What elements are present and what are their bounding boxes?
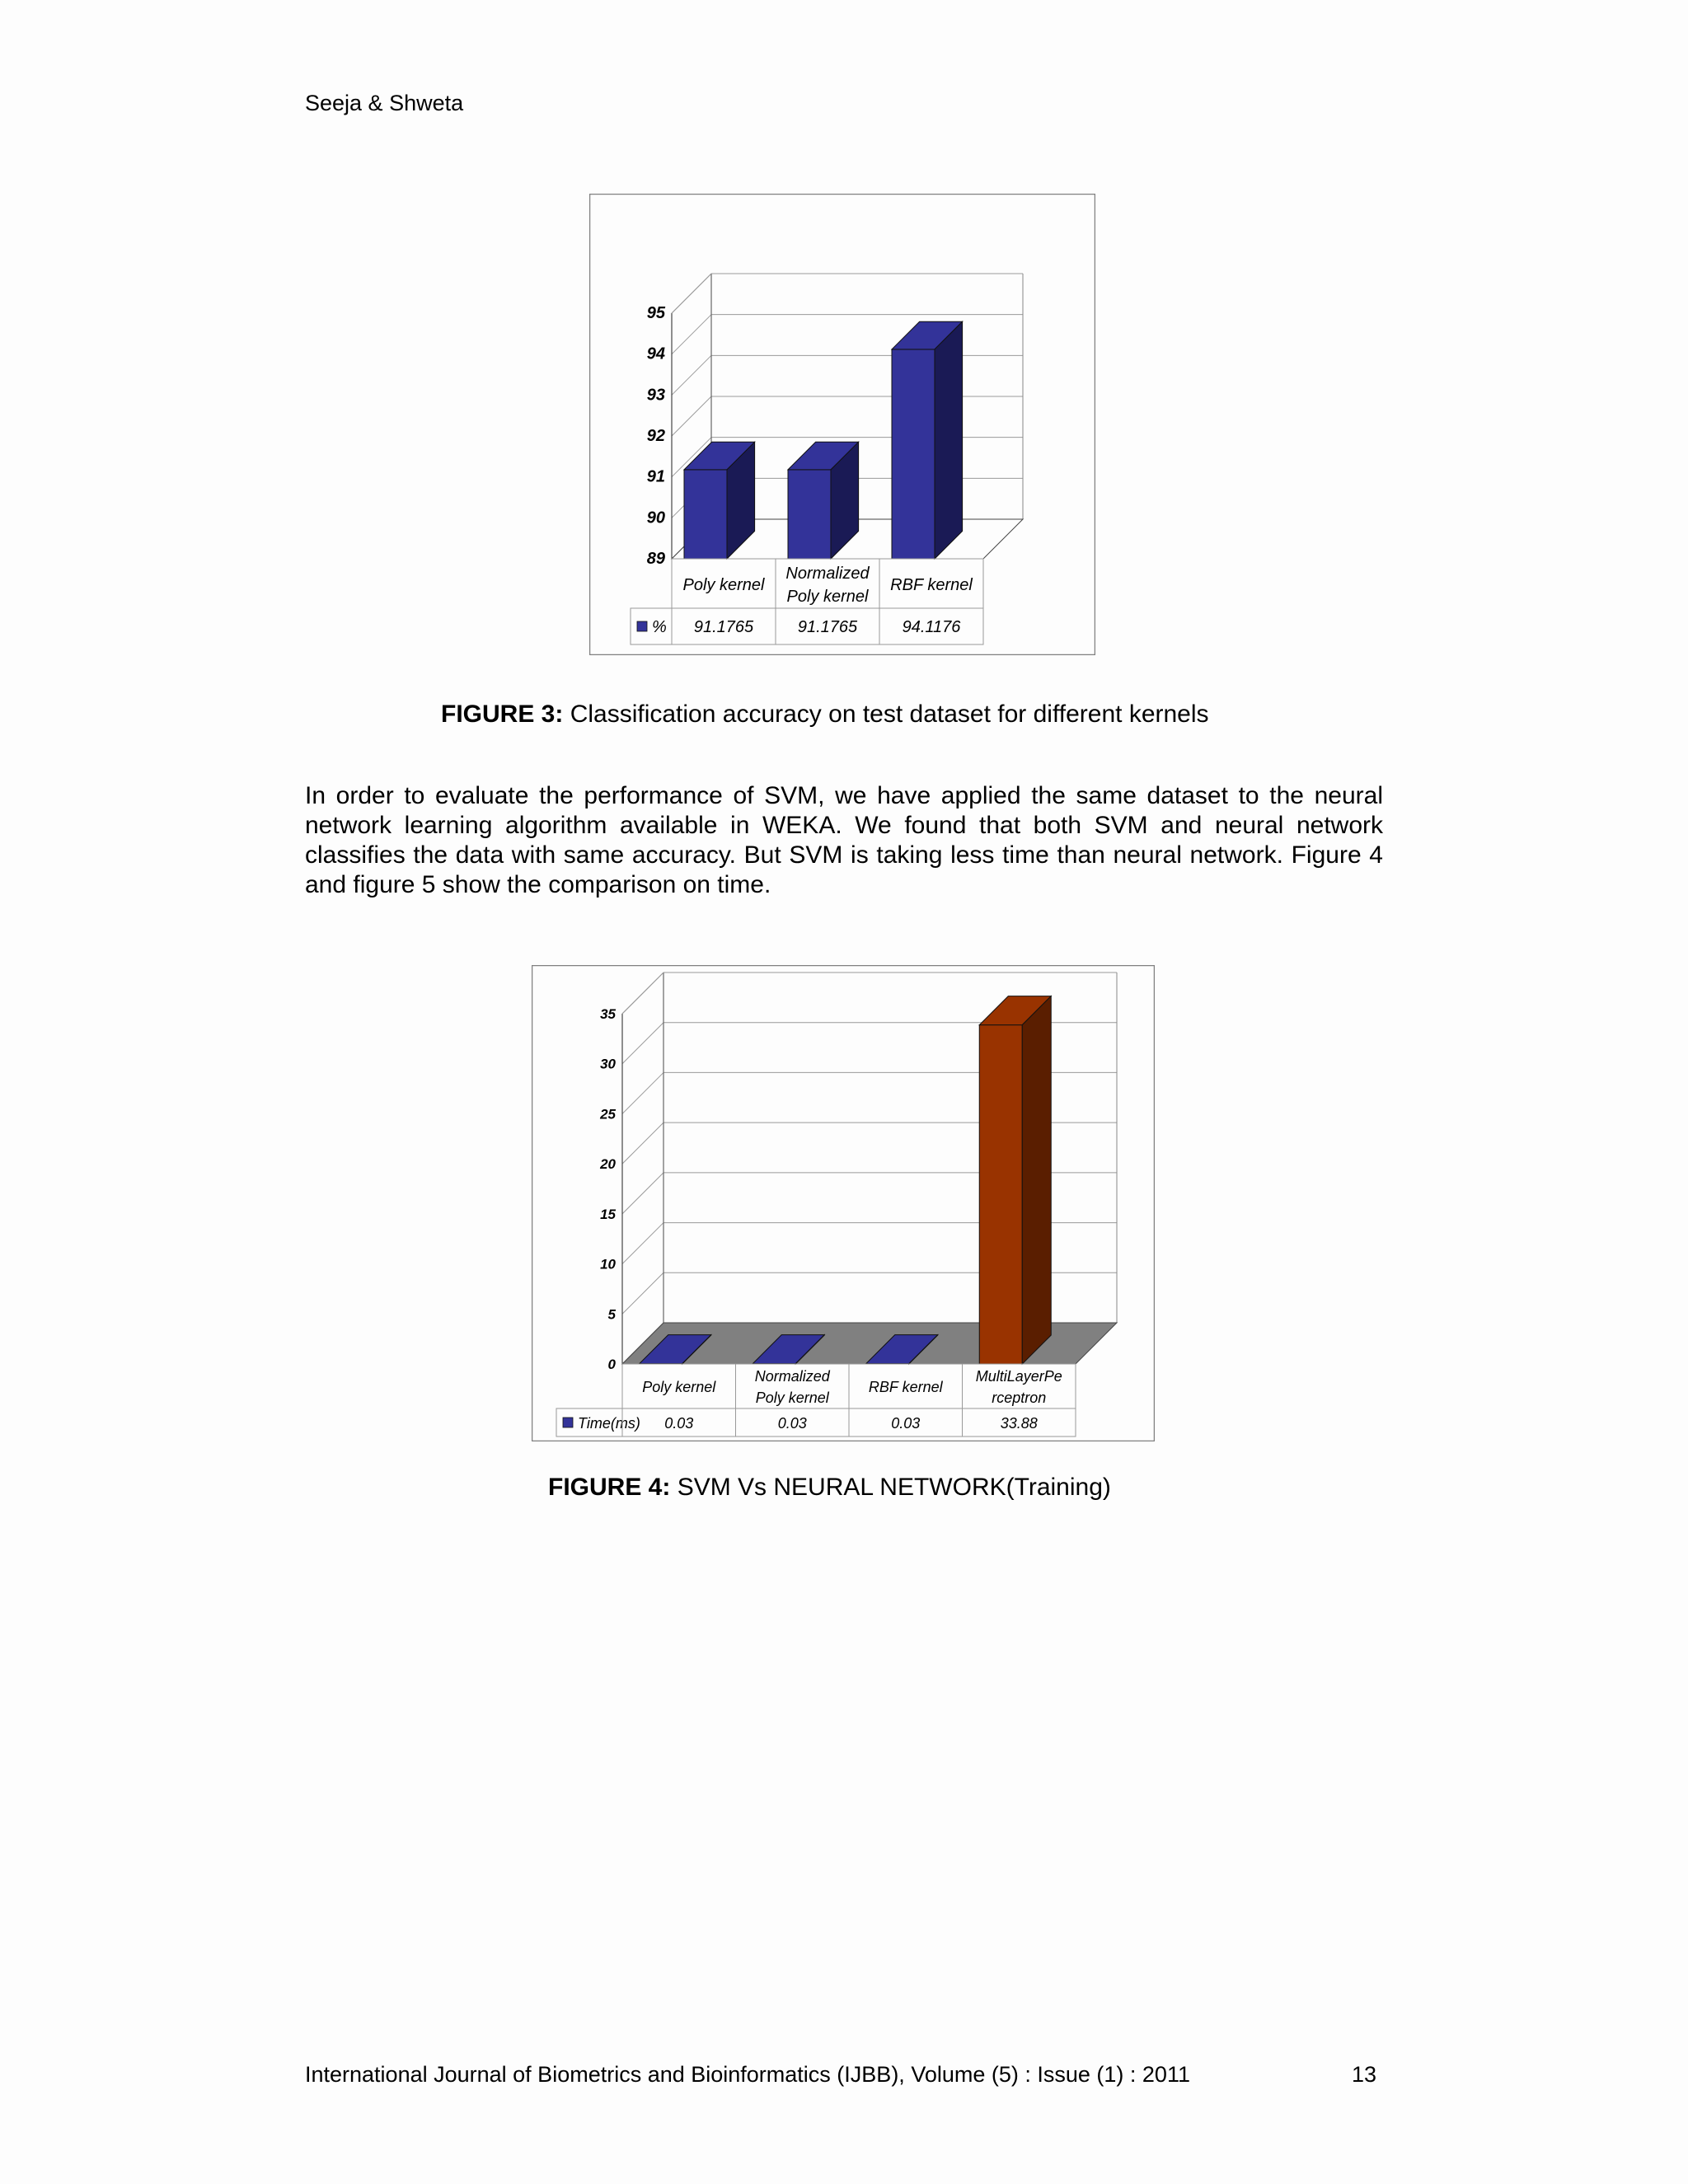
x-category-label-1: Normalized — [785, 565, 870, 583]
y-tick-label-1: 5 — [607, 1306, 616, 1323]
y-axis-top — [622, 972, 663, 1014]
y-tick-label-4: 20 — [600, 1156, 616, 1173]
figure-4-caption-text: SVM Vs NEURAL NETWORK(Training) — [670, 1474, 1111, 1501]
bar-3 — [979, 1025, 1022, 1364]
x-category-label-1: Normalized — [754, 1368, 830, 1385]
figure-3 — [589, 194, 1095, 655]
data-label-2: 94.1176 — [902, 618, 961, 636]
gridline-side — [672, 396, 711, 436]
gridline-side — [622, 1023, 663, 1064]
figure-3-caption-label: FIGURE 3: — [441, 701, 564, 728]
legend-swatch — [563, 1418, 573, 1427]
legend-label: Time(ms) — [578, 1415, 640, 1432]
gridline-side — [622, 1173, 663, 1214]
x-category-label-0: Poly kernel — [642, 1379, 716, 1395]
figure-4 — [532, 965, 1155, 1441]
y-tick-label-6: 30 — [600, 1056, 616, 1072]
body-paragraph: In order to evaluate the performance of SVM, we have applied the same dataset to the neural network learning algorithm available in WEKA. We found that both SVM and neural network classifies the data with same accuracy. But SVM is taking less time than neural network. Figure 4 and figure 5 show the comparison on time. — [305, 782, 1383, 898]
data-label-0: 0.03 — [664, 1415, 694, 1432]
y-tick-label-0: 89 — [646, 550, 665, 568]
data-label-1: 91.1765 — [797, 618, 858, 636]
x-category-label-1: Poly kernel — [755, 1390, 829, 1406]
figure-4-caption-label: FIGURE 4: — [548, 1474, 671, 1501]
figure-3-caption — [441, 701, 1209, 729]
chart-frame — [590, 194, 1095, 655]
y-tick-label-5: 94 — [646, 344, 665, 363]
gridline-side — [672, 315, 711, 354]
x-category-label-2: RBF kernel — [890, 576, 973, 594]
x-category-label-3: rceptron — [992, 1390, 1047, 1406]
gridline-side — [622, 1122, 663, 1164]
data-label-0: 91.1765 — [693, 618, 754, 636]
figure-3-caption-text: Classification accuracy on test dataset for different kernels — [563, 701, 1209, 728]
bar-1 — [788, 470, 831, 559]
y-tick-label-0: 0 — [607, 1357, 616, 1372]
gridline-side — [672, 355, 711, 395]
y-tick-label-1: 90 — [646, 509, 665, 527]
figure-4-caption — [548, 1474, 1111, 1502]
x-category-label-1: Poly kernel — [786, 588, 869, 606]
x-category-label-2: RBF kernel — [868, 1379, 943, 1395]
y-tick-label-7: 35 — [600, 1006, 616, 1022]
y-tick-label-2: 10 — [600, 1256, 616, 1272]
y-tick-label-3: 92 — [646, 427, 665, 445]
gridline-side — [622, 1272, 663, 1314]
legend-swatch — [637, 621, 647, 631]
bar-side-3 — [1022, 996, 1051, 1364]
x-category-label-3: MultiLayerPe — [975, 1368, 1062, 1385]
y-tick-label-4: 93 — [646, 386, 665, 405]
y-tick-label-3: 15 — [600, 1206, 616, 1222]
y-tick-label-6: 95 — [646, 304, 665, 322]
bar-2 — [892, 349, 935, 559]
page-number: 13 — [1352, 2062, 1377, 2087]
legend-label: % — [652, 618, 667, 636]
y-tick-label-5: 25 — [600, 1106, 616, 1122]
x-category-label-0: Poly kernel — [682, 576, 765, 594]
y-axis-top — [672, 274, 711, 313]
data-label-2: 0.03 — [891, 1415, 921, 1432]
gridline-side — [622, 1072, 663, 1113]
bar-side-2 — [935, 321, 963, 559]
footer-journal: International Journal of Biometrics and Bioinformatics (IJBB), Volume (5) : Issue (1) : 2011 — [305, 2062, 1190, 2087]
figure-3-chart — [589, 194, 1095, 655]
figure-4-chart — [532, 965, 1155, 1441]
y-tick-label-2: 91 — [646, 467, 665, 486]
running-head: Seeja & Shweta — [305, 91, 464, 115]
data-label-3: 33.88 — [1000, 1415, 1038, 1432]
gridline-side — [622, 1223, 663, 1264]
data-label-1: 0.03 — [777, 1415, 807, 1432]
bar-0 — [684, 470, 727, 559]
